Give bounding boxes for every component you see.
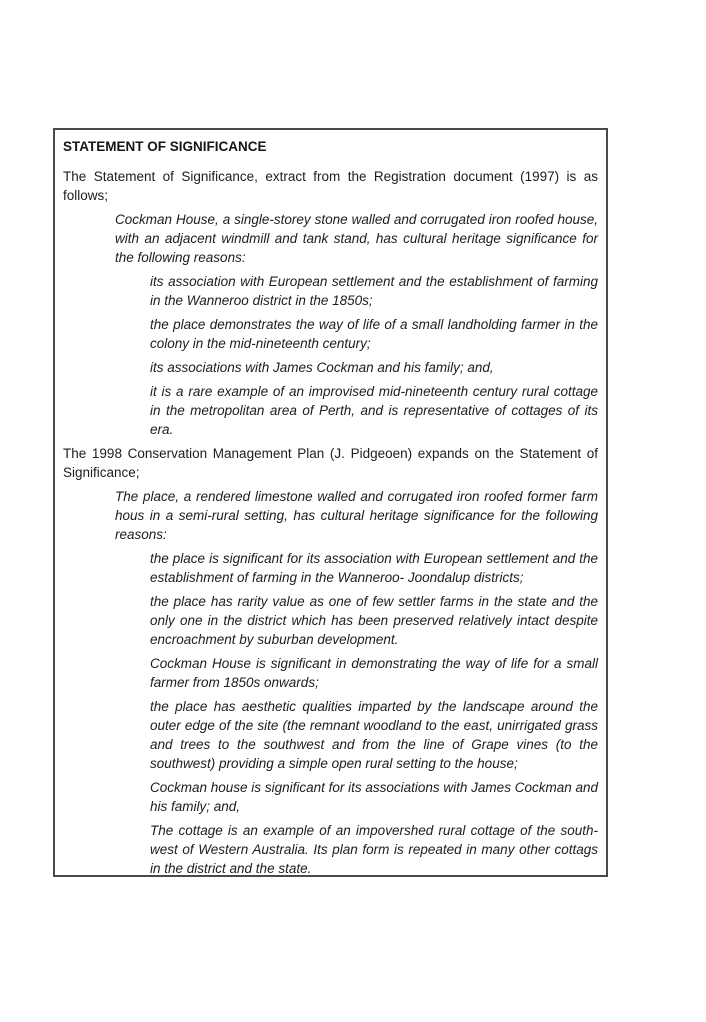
statement-heading: STATEMENT OF SIGNIFICANCE — [63, 139, 267, 154]
paragraph: the place is significant for its association with European settlement and the establishment of farming in the Wanneroo- Joondalup districts; — [150, 551, 598, 585]
paragraph: The Statement of Significance, extract from the Registration document (1997) is as follows; — [63, 169, 598, 203]
paragraph: the place has rarity value as one of few settler farms in the state and the only one in the district which has been preserved relatively intact despite encroachment by suburban development. — [150, 594, 598, 647]
paragraph: its association with European settlement and the establishment of farming in the Wanneroo district in the 1850s; — [150, 274, 598, 308]
paragraph: The place, a rendered limestone walled and corrugated iron roofed former farm hous in a semi-rural setting, has cultural heritage significance for the following reasons: — [115, 489, 598, 542]
paragraph: Cockman house is significant for its associations with James Cockman and his family; and, — [150, 780, 598, 814]
paragraph: it is a rare example of an improvised mid-nineteenth century rural cottage in the metropolitan area of Perth, and is representative of cottages of its era. — [150, 384, 598, 437]
paragraph: Cockman House, a single-storey stone walled and corrugated iron roofed house, with an adjacent windmill and tank stand, has cultural heritage significance for the following reasons: — [115, 212, 598, 265]
paragraph: the place demonstrates the way of life of a small landholding farmer in the colony in the mid-nineteenth century; — [150, 317, 598, 351]
paragraph: Cockman House is significant in demonstrating the way of life for a small farmer from 1850s onwards; — [150, 656, 598, 690]
paragraph: The cottage is an example of an impovershed rural cottage of the south-west of Western Australia. Its plan form is repeated in many other cottags in the district and the state. — [150, 823, 598, 876]
statement-box — [53, 128, 608, 877]
paragraph: the place has aesthetic qualities imparted by the landscape around the outer edge of the site (the remnant woodland to the east, unirrigated grass and trees to the southwest and from the line of Grape vines (to the southwest) providing a simple open rural setting to the house; — [150, 699, 598, 771]
paragraph: its associations with James Cockman and his family; and, — [150, 360, 494, 375]
statement-body — [63, 167, 598, 877]
paragraph: The 1998 Conservation Management Plan (J. Pidgeoen) expands on the Statement of Significance; — [63, 446, 598, 480]
